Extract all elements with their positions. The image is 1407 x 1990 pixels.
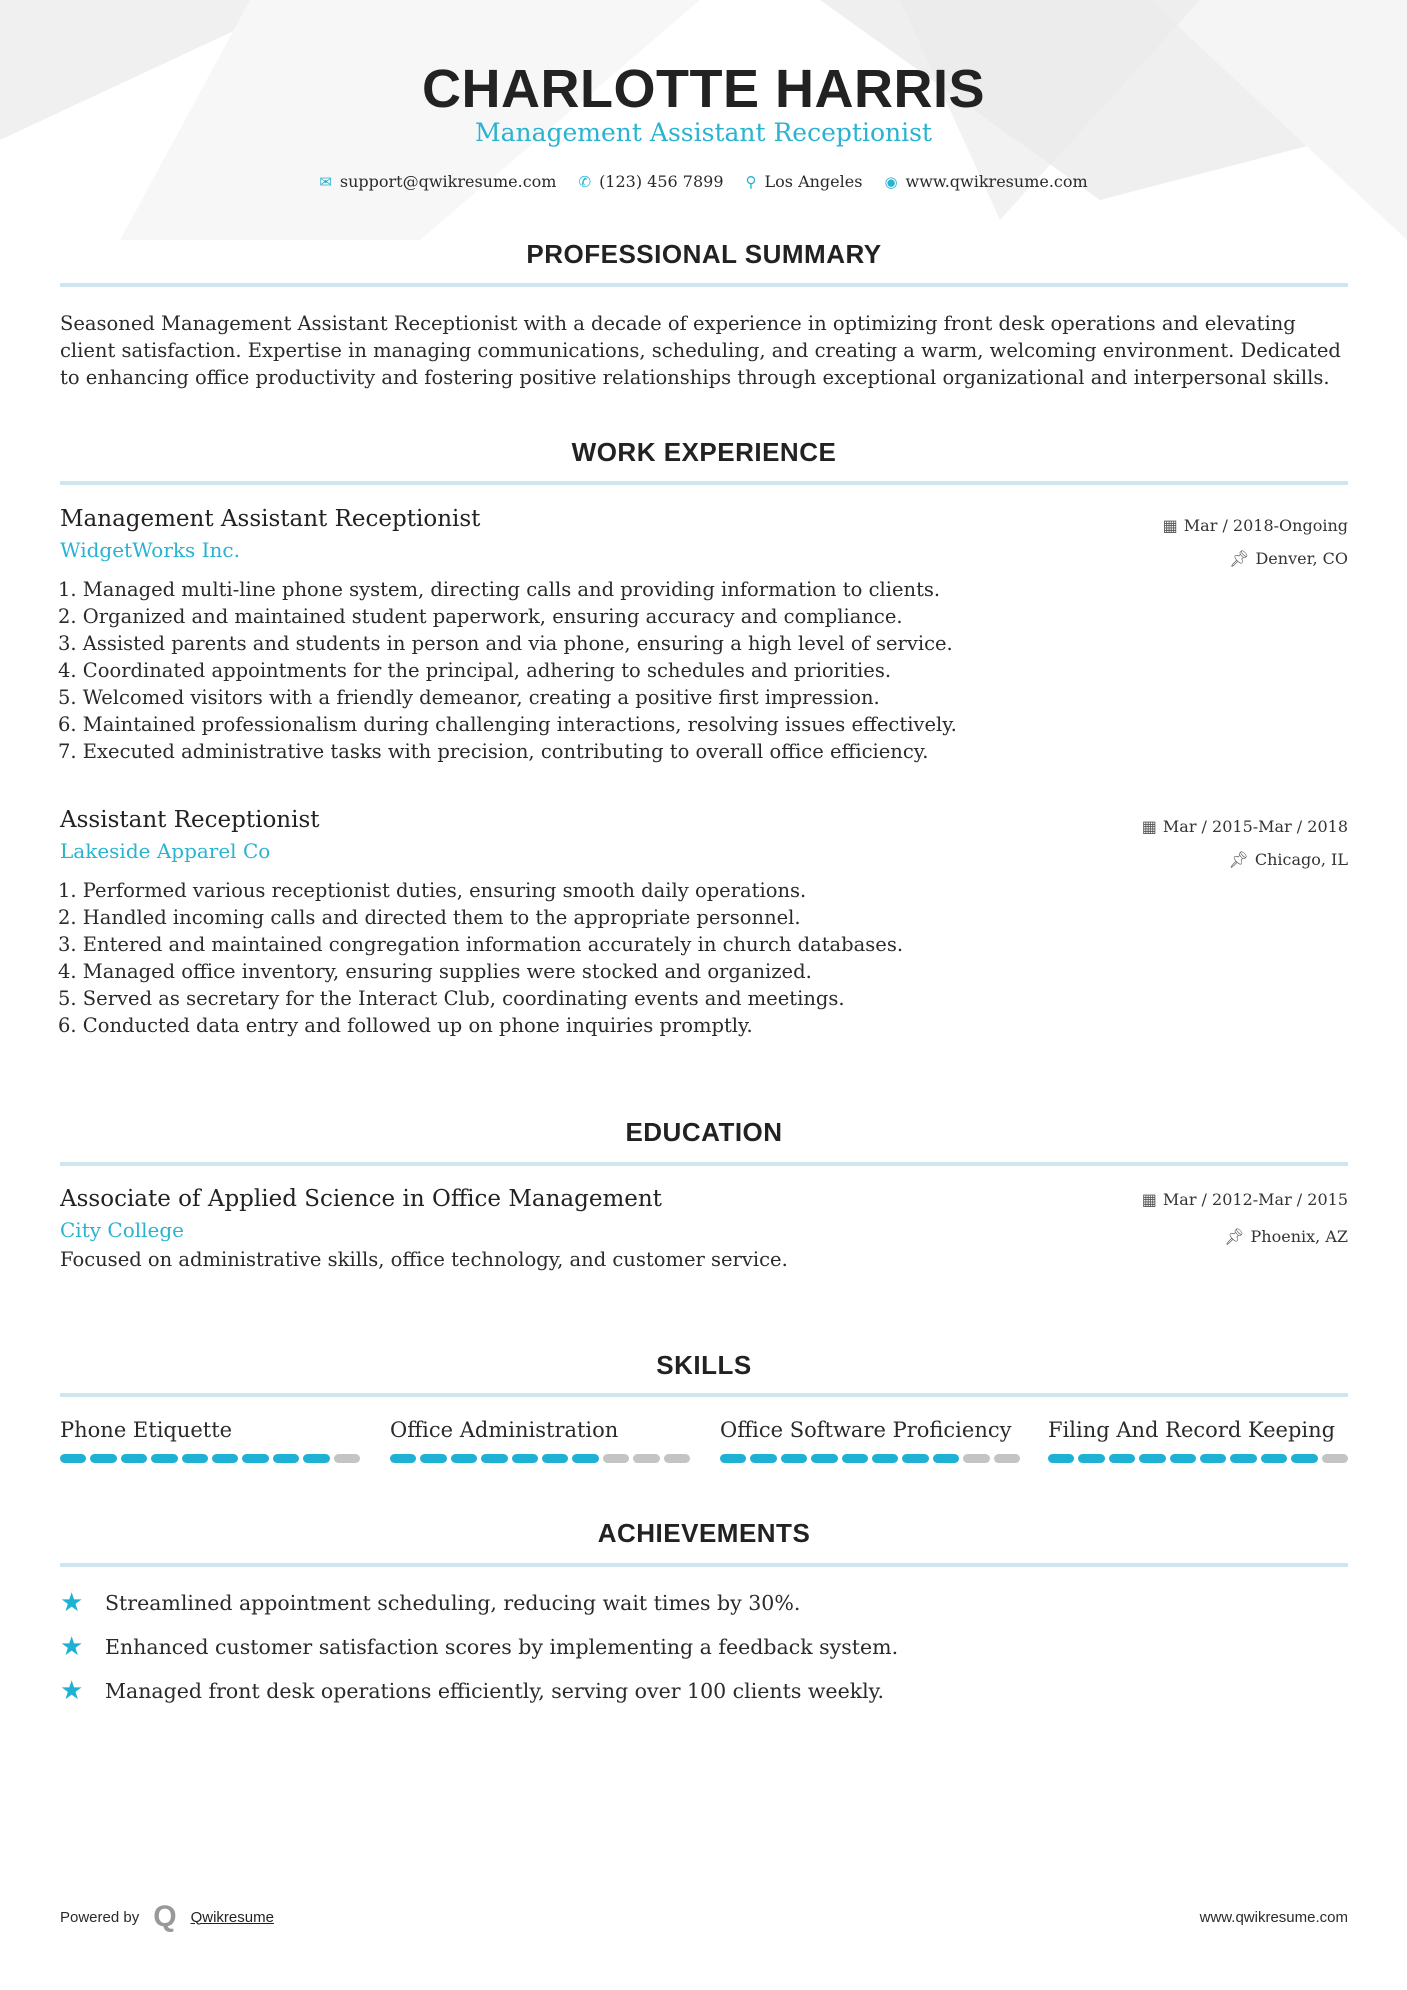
list-item: 2. Organized and maintained student paperwork, ensuring accuracy and compliance. — [58, 605, 903, 628]
list-item: 4. Managed office inventory, ensuring supplies were stocked and organized. — [58, 960, 812, 983]
skill-item — [720, 1418, 1020, 1463]
job-location: Denver, CO — [1255, 549, 1348, 568]
phone-icon: ✆ — [578, 172, 592, 191]
skill-level-segment — [542, 1454, 568, 1463]
footer-website[interactable]: www.qwikresume.com — [1199, 1908, 1348, 1926]
education-dates: Mar / 2012-Mar / 2015 — [1162, 1190, 1348, 1209]
skill-level-segment — [1230, 1454, 1256, 1463]
skill-level-bar — [1048, 1454, 1348, 1463]
skill-level-segment — [242, 1454, 268, 1463]
list-item: 6. Maintained professionalism during challenging interactions, resolving issues effectively. — [58, 713, 957, 736]
skill-level-segment — [720, 1454, 746, 1463]
job-bullets — [58, 877, 1348, 1039]
skill-name: Office Administration — [390, 1418, 619, 1442]
job-title: Management Assistant Receptionist — [60, 506, 481, 532]
globe-icon: ◉ — [884, 172, 898, 191]
list-item: 6. Conducted data entry and followed up on phone inquiries promptly. — [58, 1014, 753, 1037]
skill-item — [1048, 1418, 1348, 1463]
skill-item — [390, 1418, 690, 1463]
section-heading-education: EDUCATION — [625, 1117, 783, 1147]
company-name: Lakeside Apparel Co — [60, 839, 271, 863]
skill-level-segment — [1139, 1454, 1165, 1463]
pin-icon: 📌︎ — [1229, 549, 1250, 568]
skill-level-segment — [481, 1454, 507, 1463]
list-item — [60, 1625, 1348, 1669]
star-icon: ★ — [60, 1588, 84, 1618]
email-icon: ✉ — [319, 172, 332, 191]
achievements-list — [60, 1581, 1348, 1713]
skill-level-bar — [390, 1454, 690, 1463]
skill-level-segment — [872, 1454, 898, 1463]
skill-level-segment — [1078, 1454, 1104, 1463]
location-pin-icon: ⚲ — [745, 172, 757, 191]
divider — [60, 1563, 1348, 1567]
job-title: Assistant Receptionist — [60, 807, 320, 833]
star-icon: ★ — [60, 1632, 84, 1662]
divider — [60, 481, 1348, 485]
skill-level-segment — [182, 1454, 208, 1463]
contact-bar — [0, 172, 1407, 191]
location-text: Los Angeles — [764, 172, 863, 191]
skill-level-bar — [60, 1454, 360, 1463]
achievement-text: Enhanced customer satisfaction scores by implementing a feedback system. — [105, 1635, 899, 1659]
skill-level-segment — [60, 1454, 86, 1463]
skill-level-segment — [572, 1454, 598, 1463]
divider — [60, 1162, 1348, 1166]
skill-level-segment — [1200, 1454, 1226, 1463]
list-item — [60, 1669, 1348, 1713]
company-name: WidgetWorks Inc. — [60, 538, 240, 562]
section-heading-skills: SKILLS — [656, 1350, 752, 1380]
skill-level-segment — [90, 1454, 116, 1463]
pin-icon: 📌︎ — [1228, 850, 1249, 869]
footer — [60, 1900, 1348, 1934]
skill-level-segment — [273, 1454, 299, 1463]
candidate-role: Management Assistant Receptionist — [475, 118, 932, 147]
skill-level-segment — [842, 1454, 868, 1463]
skill-level-segment — [1261, 1454, 1287, 1463]
list-item: 4. Coordinated appointments for the principal, adhering to schedules and priorities. — [58, 659, 892, 682]
list-item: 5. Served as secretary for the Interact Club, coordinating events and meetings. — [58, 987, 845, 1010]
star-icon: ★ — [60, 1676, 84, 1706]
list-item — [60, 1581, 1348, 1625]
education-location: Phoenix, AZ — [1250, 1227, 1348, 1246]
skill-level-segment — [151, 1454, 177, 1463]
skill-level-segment — [212, 1454, 238, 1463]
achievement-text: Managed front desk operations efficiently, serving over 100 clients weekly. — [105, 1679, 885, 1703]
school-name: City College — [60, 1218, 185, 1242]
skill-level-segment — [933, 1454, 959, 1463]
skill-level-segment — [512, 1454, 538, 1463]
job-entry — [60, 807, 1348, 1039]
email-link[interactable]: support@qwikresume.com — [339, 172, 557, 191]
skill-level-segment — [1322, 1454, 1348, 1463]
skill-level-segment — [633, 1454, 659, 1463]
skill-level-segment — [781, 1454, 807, 1463]
skill-level-bar — [720, 1454, 1020, 1463]
brand-link[interactable]: Qwikresume — [190, 1908, 274, 1926]
list-item: 7. Executed administrative tasks with precision, contributing to overall office efficiency. — [58, 740, 929, 763]
skill-name: Office Software Proficiency — [720, 1418, 1012, 1442]
skill-name: Phone Etiquette — [60, 1418, 233, 1442]
skill-level-segment — [994, 1454, 1020, 1463]
section-heading-summary: PROFESSIONAL SUMMARY — [526, 239, 882, 269]
skill-level-segment — [1109, 1454, 1135, 1463]
skill-level-segment — [750, 1454, 776, 1463]
candidate-name: CHARLOTTE HARRIS — [422, 59, 985, 119]
skill-level-segment — [902, 1454, 928, 1463]
calendar-icon: ▦ — [1141, 817, 1157, 836]
divider — [60, 283, 1348, 287]
list-item: 2. Handled incoming calls and directed them to the appropriate personnel. — [58, 906, 801, 929]
skill-level-segment — [603, 1454, 629, 1463]
skill-level-segment — [1291, 1454, 1317, 1463]
skill-level-segment — [963, 1454, 989, 1463]
job-dates: Mar / 2015-Mar / 2018 — [1162, 817, 1348, 836]
skill-item — [60, 1418, 360, 1463]
skill-level-segment — [390, 1454, 416, 1463]
skill-level-segment — [1048, 1454, 1074, 1463]
list-item: 3. Assisted parents and students in person and via phone, ensuring a high level of service. — [58, 632, 953, 655]
calendar-icon: ▦ — [1162, 516, 1178, 535]
job-bullets — [58, 576, 1348, 765]
skill-level-segment — [451, 1454, 477, 1463]
job-dates: Mar / 2018-Ongoing — [1183, 516, 1348, 535]
pin-icon: 📌︎ — [1224, 1227, 1245, 1246]
degree-title: Associate of Applied Science in Office Management — [60, 1186, 662, 1212]
skill-level-segment — [334, 1454, 360, 1463]
skill-name: Filing And Record Keeping — [1048, 1418, 1336, 1442]
powered-by-label: Powered by — [60, 1908, 140, 1926]
skill-level-segment — [121, 1454, 147, 1463]
skill-level-segment — [811, 1454, 837, 1463]
education-description: Focused on administrative skills, office technology, and customer service. — [60, 1248, 788, 1271]
skill-level-segment — [303, 1454, 329, 1463]
section-heading-achievements: ACHIEVEMENTS — [597, 1518, 811, 1548]
skill-level-segment — [664, 1454, 690, 1463]
job-location: Chicago, IL — [1254, 850, 1348, 869]
phone-text: (123) 456 7899 — [599, 172, 724, 191]
skill-level-segment — [420, 1454, 446, 1463]
divider — [60, 1393, 1348, 1397]
calendar-icon: ▦ — [1141, 1190, 1157, 1209]
summary-text: Seasoned Management Assistant Receptionist with a decade of experience in optimizing front desk operations and elevating client satisfaction. Expertise in managing communications, scheduling, and creating a warm, welcoming environment. Dedicated to enhancing office productivity and fostering positive relationships through exceptional organizational and interpersonal skills. — [60, 312, 1341, 389]
skill-level-segment — [1170, 1454, 1196, 1463]
list-item: 1. Performed various receptionist duties, ensuring smooth daily operations. — [58, 879, 807, 902]
list-item: 5. Welcomed visitors with a friendly demeanor, creating a positive first impression. — [58, 686, 880, 709]
education-entry — [60, 1186, 1348, 1273]
achievement-text: Streamlined appointment scheduling, reducing wait times by 30%. — [105, 1591, 801, 1615]
job-entry — [60, 506, 1348, 765]
list-item: 1. Managed multi-line phone system, directing calls and providing information to clients. — [58, 578, 941, 601]
website-link[interactable]: www.qwikresume.com — [905, 172, 1088, 191]
list-item: 3. Entered and maintained congregation information accurately in church databases. — [58, 933, 904, 956]
section-heading-experience: WORK EXPERIENCE — [571, 437, 837, 467]
qwikresume-logo-icon: Q — [153, 1900, 177, 1933]
